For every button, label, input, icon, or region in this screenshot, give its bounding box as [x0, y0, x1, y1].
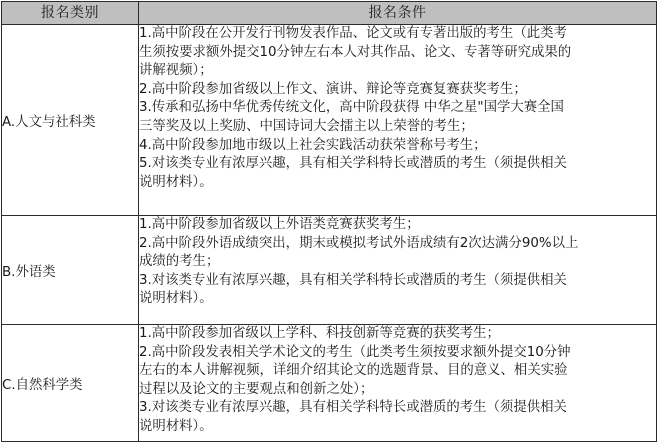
admission-requirements-document: [1, 1, 656, 445]
condition-line: 成绩的考生；: [139, 254, 220, 270]
header-conditions: 报名条件: [139, 2, 657, 25]
condition-line: 左右的本人讲解视频，详细介绍其论文的选题背景、目的意义、相关实验: [139, 363, 568, 379]
condition-line: 3.对该类专业有浓厚兴趣，具有相关学科特长或潜质的考生（须提供相关: [139, 272, 567, 288]
condition-line: 2.高中阶段发表相关学术论文的考生（此类考生须按要求额外提交10分钟: [139, 344, 571, 360]
table-row: [2, 25, 657, 216]
condition-line: 3.传承和弘扬中华优秀传统文化，高中阶段获得 中华之星"国学大赛全国: [139, 100, 564, 116]
category-cell-a: A.人文与社科类: [2, 25, 139, 216]
category-cell-c: C.自然科学类: [2, 325, 139, 442]
condition-line: 三等奖及以上奖励、中国诗词大会擂主以上荣誉的考生；: [139, 118, 474, 134]
condition-line: 2.高中阶段参加省级以上作文、演讲、辩论等竞赛复赛获奖考生；: [139, 81, 527, 97]
condition-line: 1.高中阶段参加省级以上学科、科技创新等竞赛的获奖考生；: [139, 326, 500, 341]
condition-line: 说明材料）。: [139, 174, 213, 190]
conditions-cell-a: [139, 25, 657, 216]
requirements-table: [1, 1, 657, 442]
conditions-cell-b: [139, 216, 657, 325]
condition-line: 过程以及论文的主要观点和创新之处）；: [139, 381, 374, 397]
condition-line: 3.对该类专业有浓厚兴趣，具有相关学科特长或潜质的考生（须提供相关: [139, 400, 567, 416]
condition-line: 1.高中阶段在公开发行刊物发表作品、论文或有专著出版的考生（此类考: [139, 26, 567, 41]
category-cell-b: B.外语类: [2, 216, 139, 325]
table-header-row: [2, 2, 657, 25]
header-category: 报名类别: [2, 2, 139, 25]
condition-line: 说明材料）。: [139, 291, 213, 307]
table-row: [2, 216, 657, 325]
condition-line: 5.对该类专业有浓厚兴趣，具有相关学科特长或潜质的考生（须提供相关: [139, 156, 567, 172]
condition-line: 4.高中阶段参加地市级以上社会实践活动获荣誉称号考生；: [139, 137, 487, 153]
condition-line: 说明材料）。: [139, 418, 213, 434]
conditions-cell-c: [139, 325, 657, 442]
condition-line: 2.高中阶段外语成绩突出，期末或模拟考试外语成绩有2次达满分90%以上: [139, 235, 579, 251]
condition-line: 生须按要求额外提交10分钟左右本人对其作品、论文、专著等研究成果的: [139, 44, 572, 60]
condition-line: 讲解视频）；: [139, 63, 213, 79]
table-row: [2, 325, 657, 442]
condition-line: 1.高中阶段参加省级以上外语类竞赛获奖考生；: [139, 217, 420, 232]
